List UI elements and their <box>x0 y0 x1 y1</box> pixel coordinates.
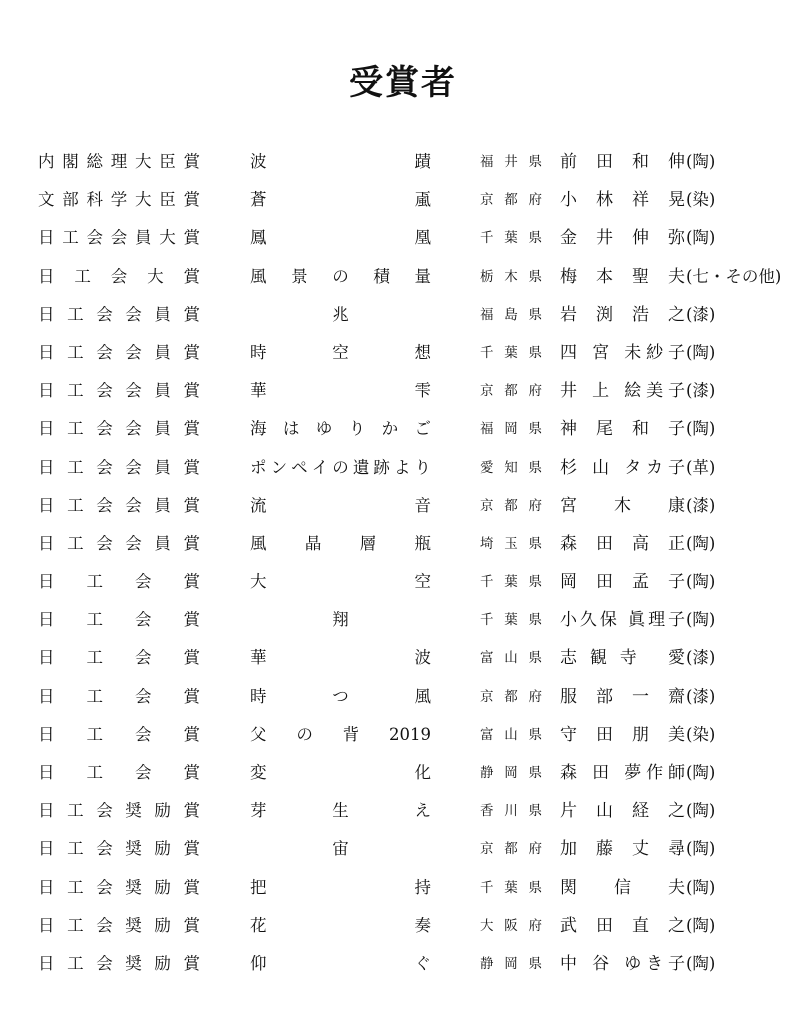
work-title: 鳳 凰 <box>250 228 431 248</box>
prefecture: 埼 玉 県 <box>480 535 542 552</box>
work-title: 兆 <box>332 304 349 324</box>
awards-list <box>0 143 806 983</box>
prefecture: 千 葉 県 <box>480 574 542 591</box>
work-title: 把 持 <box>250 877 431 897</box>
craft-category: (漆) <box>686 648 716 668</box>
award-name: 日 工 会 奨 励 賞 <box>38 953 200 973</box>
work-title: 芽 生 え <box>250 801 431 821</box>
list-item <box>0 601 806 639</box>
work-title: 花 奏 <box>250 915 431 935</box>
artist-name: 杉 山 タカ子 <box>560 457 685 478</box>
artist-name: 金 井 伸 弥 <box>560 228 685 249</box>
list-item <box>0 410 806 448</box>
list-item <box>0 372 806 410</box>
artist-name: 武 田 直 之 <box>560 915 685 936</box>
award-name: 日 工 会 会 員 賞 <box>38 495 200 515</box>
prefecture: 京 都 府 <box>480 383 542 400</box>
page-title: 受賞者 <box>349 62 457 103</box>
craft-category: (陶) <box>686 152 716 171</box>
list-item <box>0 830 806 868</box>
work-title: 翔 <box>332 610 349 630</box>
artist-name: 中 谷 ゆき子 <box>560 953 685 974</box>
award-name: 日 工 会 賞 <box>38 724 200 744</box>
artist-name: 関 信 夫 <box>560 877 685 898</box>
work-title: 仰 ぐ <box>250 953 431 973</box>
award-name: 日 工 会 会 員 賞 <box>38 533 200 553</box>
work-title: 風 景 の 積 量 <box>250 266 431 286</box>
artist-name: 森 田 夢作師 <box>560 763 685 783</box>
craft-category: (陶) <box>686 839 716 859</box>
prefecture: 京 都 府 <box>480 497 542 514</box>
award-name: 日 工 会 会 員 賞 <box>38 419 200 439</box>
artist-name: 服 部 一 齋 <box>560 686 685 707</box>
craft-category: (漆) <box>686 381 716 401</box>
craft-category: (陶) <box>686 763 716 782</box>
prefecture: 栃 木 県 <box>480 268 542 285</box>
award-name: 日 工 会 会 員 賞 <box>38 342 200 362</box>
award-name: 日工会会員大賞 <box>38 228 200 248</box>
prefecture: 富 山 県 <box>480 650 542 667</box>
work-title: 変 化 <box>250 763 431 782</box>
work-title: 蒼 颪 <box>250 190 431 210</box>
craft-category: (陶) <box>686 228 716 248</box>
prefecture: 千 葉 県 <box>480 612 542 629</box>
prefecture: 千 葉 県 <box>480 879 542 896</box>
list-item <box>0 181 806 219</box>
award-name: 文部科学大臣賞 <box>38 190 200 210</box>
craft-category: (陶) <box>686 801 716 821</box>
list-item <box>0 716 806 754</box>
award-name: 日 工 会 会 員 賞 <box>38 457 200 477</box>
craft-category: (七・その他) <box>686 266 782 286</box>
artist-name: 岩 渕 浩 之 <box>560 304 685 325</box>
artist-name: 四 宮 未紗子 <box>560 342 685 363</box>
artist-name: 志観寺 愛 <box>560 648 685 669</box>
craft-category: (染) <box>686 190 716 210</box>
craft-category: (陶) <box>686 419 716 439</box>
craft-category: (陶) <box>686 877 716 897</box>
award-name: 日 工 会 奨 励 賞 <box>38 801 200 821</box>
craft-category: (陶) <box>686 533 716 553</box>
award-name: 内閣総理大臣賞 <box>38 152 200 171</box>
list-item <box>0 449 806 487</box>
list-item <box>0 907 806 945</box>
prefecture: 愛 知 県 <box>480 459 542 476</box>
work-title: 宙 <box>332 839 349 859</box>
list-item <box>0 258 806 296</box>
work-title: 大 空 <box>250 572 431 592</box>
award-name: 日 工 会 奨 励 賞 <box>38 877 200 897</box>
list-item <box>0 219 806 257</box>
list-item <box>0 296 806 334</box>
prefecture: 富 山 県 <box>480 726 542 743</box>
craft-category: (陶) <box>686 610 716 630</box>
work-title: 父 の 背 2019 <box>250 724 431 744</box>
artist-name: 加 藤 丈 尋 <box>560 839 685 860</box>
work-title: 時 空 想 <box>250 342 431 362</box>
award-name: 日 工 会 会 員 賞 <box>38 304 200 324</box>
prefecture: 大 阪 府 <box>480 917 542 934</box>
list-item <box>0 792 806 830</box>
work-title: 風 晶 層 瓶 <box>250 533 431 553</box>
list-item <box>0 639 806 677</box>
craft-category: (漆) <box>686 304 716 324</box>
craft-category: (染) <box>686 724 716 744</box>
artist-name: 宮 木 康 <box>560 495 685 516</box>
award-name: 日 工 会 賞 <box>38 763 200 782</box>
artist-name: 小 林 祥 晃 <box>560 190 685 211</box>
award-name: 日 工 会 大 賞 <box>38 266 200 286</box>
artist-name: 片 山 経 之 <box>560 801 685 822</box>
artist-name: 岡 田 孟 子 <box>560 572 685 593</box>
list-item <box>0 563 806 601</box>
prefecture: 静 岡 県 <box>480 765 542 781</box>
artist-name: 梅 本 聖 夫 <box>560 266 685 287</box>
artist-name: 前 田 和 伸 <box>560 152 685 172</box>
prefecture: 京 都 府 <box>480 688 542 705</box>
prefecture: 京 都 府 <box>480 192 542 209</box>
craft-category: (陶) <box>686 915 716 935</box>
list-item <box>0 143 806 181</box>
prefecture: 福 井 県 <box>480 154 542 170</box>
artist-name: 井 上 絵美子 <box>560 381 685 402</box>
award-name: 日 工 会 賞 <box>38 648 200 668</box>
craft-category: (革) <box>686 457 716 477</box>
work-title: 華 波 <box>250 648 431 668</box>
artist-name: 神 尾 和 子 <box>560 419 685 440</box>
prefecture: 香 川 県 <box>480 803 542 820</box>
craft-category: (陶) <box>686 342 716 362</box>
award-name: 日 工 会 奨 励 賞 <box>38 915 200 935</box>
award-name: 日 工 会 賞 <box>38 686 200 706</box>
list-item <box>0 525 806 563</box>
artist-name: 小久保 眞理子 <box>560 610 685 631</box>
prefecture: 京 都 府 <box>480 841 542 858</box>
prefecture: 福 岡 県 <box>480 421 542 438</box>
work-title: 流 音 <box>250 495 431 515</box>
award-name: 日 工 会 会 員 賞 <box>38 381 200 401</box>
list-item <box>0 945 806 983</box>
craft-category: (陶) <box>686 572 716 592</box>
list-item <box>0 487 806 525</box>
prefecture: 静 岡 県 <box>480 955 542 972</box>
work-title: ポンペイの遺跡より <box>250 457 431 477</box>
work-title: 時 つ 風 <box>250 686 431 706</box>
prefecture: 千 葉 県 <box>480 344 542 361</box>
award-name: 日 工 会 賞 <box>38 610 200 630</box>
craft-category: (漆) <box>686 495 716 515</box>
artist-name: 守 田 朋 美 <box>560 724 685 745</box>
award-name: 日 工 会 賞 <box>38 572 200 592</box>
craft-category: (陶) <box>686 953 716 973</box>
work-title: 海 は ゆ り か ご <box>250 419 431 439</box>
craft-category: (漆) <box>686 686 716 706</box>
list-item <box>0 334 806 372</box>
list-item <box>0 678 806 716</box>
work-title: 波 蹟 <box>250 152 431 171</box>
prefecture: 福 島 県 <box>480 306 542 323</box>
award-name: 日 工 会 奨 励 賞 <box>38 839 200 859</box>
artist-name: 森 田 高 正 <box>560 533 685 554</box>
work-title: 華 雫 <box>250 381 431 401</box>
list-item <box>0 754 806 792</box>
list-item <box>0 869 806 907</box>
prefecture: 千 葉 県 <box>480 230 542 247</box>
